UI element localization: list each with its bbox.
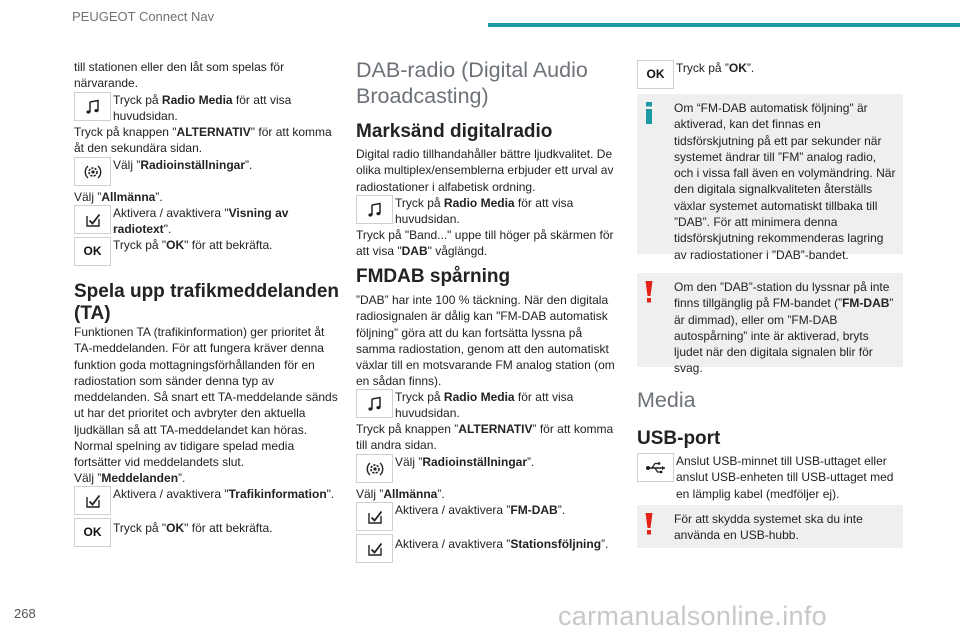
step-select-general-2: Välj ”Allmänna”.	[356, 487, 445, 501]
usb-text: Anslut USB-minnet till USB-uttaget eller anslut USB-enheten till USB-uttaget med en lämplig kabel (medföljer ej).	[676, 454, 894, 501]
fmdab-heading: FMDAB spårning	[356, 266, 511, 287]
ta-body: Funktionen TA (trafikinformation) ger prioritet åt TA-meddelanden. För att fungera kräver denna funktion goda mottagningsförhållanden för en radiostation som sänder denna typ av meddelanden. Så snart ett TA-meddelande sänds ut har det prioritet och avbryter den aktuella ljudkällan så att TA-meddelandet kan höras. Normal spelning av tidigare spelad media fortsätter vid meddelandets slut.	[74, 325, 338, 470]
ok-button-icon: OK	[637, 60, 674, 89]
ok-button-icon: OK	[74, 518, 111, 547]
usb-icon	[637, 453, 674, 482]
terrestrial-body: Digital radio tillhandahåller bättre ljudkvalitet. De olika multiplex/ensemblerna erbjuder ett urval av radiostationer i alfabetisk ordning.	[356, 147, 614, 194]
running-header: PEUGEOT Connect Nav	[72, 9, 215, 24]
warning-icon	[645, 281, 653, 307]
info-note	[637, 94, 903, 262]
media-heading: Media	[637, 388, 696, 412]
usb-warning-text: För att skydda systemet ska du inte använda en USB-hubb.	[674, 512, 863, 543]
radio-settings-icon	[356, 454, 393, 483]
step-press-alternativ-2: Tryck på knappen ”ALTERNATIV” för att komma till andra sidan.	[356, 422, 614, 453]
checkbox-icon	[356, 534, 393, 563]
step-select-general: Välj ”Allmänna”.	[74, 190, 163, 204]
dab-heading: DAB-radio (Digital Audio Broadcasting)	[356, 58, 588, 108]
checkbox-icon	[74, 205, 111, 234]
step-select-messages: Välj ”Meddelanden”.	[74, 471, 186, 485]
terrestrial-heading: Marksänd digitalradio	[356, 121, 553, 142]
usb-heading: USB-port	[637, 428, 721, 449]
intro-text: till stationen eller den låt som spelas för närvarande.	[74, 60, 285, 91]
info-note-text: Om “FM-DAB automatisk följning" är aktiverad, kan det finnas en tidsförskjutning på ett par sekunder när systemet ändrar till ”FM” analog radio, och i vissa fall även en volymändring. När den digitala signalkvaliteten återställs växlar systemet automatiskt tillbaka till ”DAB”. För att minimera denna tidsförskjutning rekommenderas lagring av radiostationer i ”DAB”-bandet.	[674, 101, 896, 262]
ok-button-icon: OK	[74, 237, 111, 266]
watermark: carmanualsonline.info	[558, 601, 827, 631]
fmdab-body: ”DAB” har inte 100 % täckning. När den digitala radiosignalen är dålig kan "FM-DAB automatisk följning” göra att du kan fortsätta lyssna på samma radiostation, genom att den automatiskt växlar till en motsvarande FM analog station (om en sådan finns).	[356, 293, 615, 389]
header-accent-bar	[488, 23, 960, 27]
checkbox-icon	[356, 502, 393, 531]
page-number: 268	[14, 606, 36, 621]
warning-note-dab: Om den ”DAB”-station du lyssnar på inte finns tillgänglig på FM-bandet (”FM-DAB” är dimmad), eller om ”FM-DAB autospårning” inte är aktiverad, bryts ljudet när den digitala signalen blir för svag.	[637, 273, 903, 367]
warning-note-usb	[637, 505, 903, 548]
warning-icon	[645, 513, 653, 539]
ta-heading: Spela upp trafikmeddelanden (TA)	[74, 281, 339, 324]
step-press-alternativ: Tryck på knappen "ALTERNATIV" för att komma åt den sekundära sidan.	[74, 125, 332, 156]
step-band-dab: Tryck på "Band..." uppe till höger på skärmen för att visa "DAB" våglängd.	[356, 228, 614, 259]
info-icon	[645, 102, 653, 128]
checkbox-icon	[74, 486, 111, 515]
music-note-icon	[74, 92, 111, 121]
music-note-icon	[356, 389, 393, 418]
radio-settings-icon	[74, 157, 111, 186]
music-note-icon	[356, 195, 393, 224]
